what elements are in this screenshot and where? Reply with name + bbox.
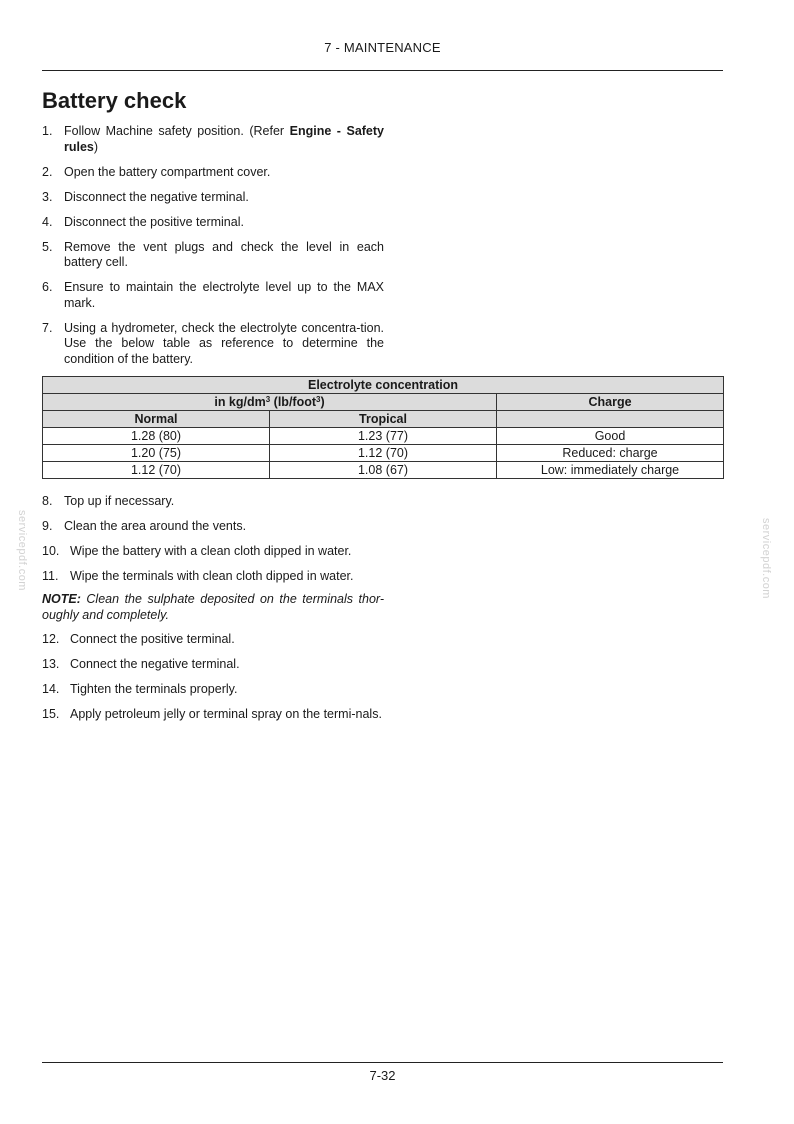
watermark-right: servicepdf.com [760, 518, 772, 599]
step-number: 8. [42, 494, 53, 508]
step-8 [42, 494, 384, 510]
table-charge-header: Charge [497, 394, 724, 411]
table-row [43, 428, 724, 445]
cell-tropical: 1.23 (77) [270, 428, 497, 445]
section-header: 7 - MAINTENANCE [324, 40, 441, 55]
table-row [43, 462, 724, 479]
step-10 [42, 544, 384, 560]
electrolyte-table [42, 376, 724, 479]
step-number: 12. [42, 632, 60, 646]
step-number: 6. [42, 280, 53, 294]
step-reference: Engine - Safety rules [64, 124, 384, 154]
step-13 [42, 657, 384, 673]
table-unit-header: in $kg/dm^3$ (lb/foot$^3$) [43, 394, 497, 411]
step-number: 4. [42, 214, 53, 229]
cell-charge: Good [497, 428, 724, 445]
table-row [43, 445, 724, 462]
step-text-end: ) [93, 139, 99, 154]
cell-tropical: 1.08 (67) [270, 462, 497, 479]
step-3 [42, 190, 384, 206]
cell-normal: 1.28 (80) [43, 428, 270, 445]
step-text: Disconnect the negative terminal. [64, 189, 249, 204]
cell-normal: 1.20 (75) [43, 445, 270, 462]
step-5 [42, 240, 384, 271]
table-normal-header: Normal [43, 411, 270, 428]
note [42, 592, 384, 623]
step-text: Clean the area around the vents. [64, 519, 247, 533]
step-number: 5. [42, 239, 53, 254]
note-text: Clean the sulphate deposited on the terminals thor-oughly and completely. [42, 592, 384, 622]
step-1 [42, 124, 384, 155]
step-text: Ensure to maintain the electrolyte level up to the MAX mark. [64, 280, 384, 310]
watermark-left: servicepdf.com [16, 510, 28, 591]
steps-part-3 [42, 632, 384, 732]
step-4 [42, 215, 384, 231]
step-number: 15. [42, 707, 60, 721]
table-title: Electrolyte concentration [43, 377, 724, 394]
footer-rule [42, 1062, 723, 1063]
step-14 [42, 682, 384, 698]
note-label: NOTE: [42, 592, 81, 606]
cell-charge: Low: immediately charge [497, 462, 724, 479]
step-text: Remove the vent plugs and check the level in each battery cell. [64, 239, 384, 269]
step-7 [42, 321, 384, 368]
table-tropical-header: Tropical [270, 411, 497, 428]
step-text: Disconnect the positive terminal. [64, 214, 244, 229]
header-rule [42, 70, 723, 71]
cell-normal: 1.12 (70) [43, 462, 270, 479]
step-number: 10. [42, 544, 60, 558]
step-number: 7. [42, 320, 53, 335]
step-number: 2. [42, 164, 53, 179]
step-11 [42, 569, 384, 585]
step-number: 14. [42, 682, 60, 696]
steps-part-2 [42, 494, 384, 594]
step-number: 13. [42, 657, 60, 671]
cell-charge: Reduced: charge [497, 445, 724, 462]
cell-tropical: 1.12 (70) [270, 445, 497, 462]
step-text: Wipe the terminals with clean cloth dipped in water. [70, 569, 354, 583]
table-empty-header [497, 411, 724, 428]
step-2 [42, 165, 384, 181]
step-text: Using a hydrometer, check the electrolyte concentra-tion. Use the below table as reference to determine the condition of the battery. [64, 320, 384, 366]
step-text: Connect the negative terminal. [70, 657, 240, 671]
page-number: 7-32 [369, 1068, 396, 1083]
page-title: Battery check [42, 88, 187, 113]
step-text: Connect the positive terminal. [70, 632, 235, 646]
step-number: 11. [42, 569, 59, 583]
step-number: 3. [42, 189, 53, 204]
step-text: Apply petroleum jelly or terminal spray on the termi-nals. [70, 707, 382, 721]
step-number: 1. [42, 124, 53, 138]
step-number: 9. [42, 519, 53, 533]
step-15 [42, 707, 384, 723]
step-text: Top up if necessary. [64, 494, 175, 508]
step-9 [42, 519, 384, 535]
step-6 [42, 280, 384, 311]
step-text: Open the battery compartment cover. [64, 164, 271, 179]
step-text: Follow Machine safety position. (Refer [64, 124, 290, 138]
step-text: Tighten the terminals properly. [70, 682, 238, 696]
steps-part-1 [42, 124, 384, 377]
step-text: Wipe the battery with a clean cloth dipped in water. [70, 544, 352, 558]
step-12 [42, 632, 384, 648]
